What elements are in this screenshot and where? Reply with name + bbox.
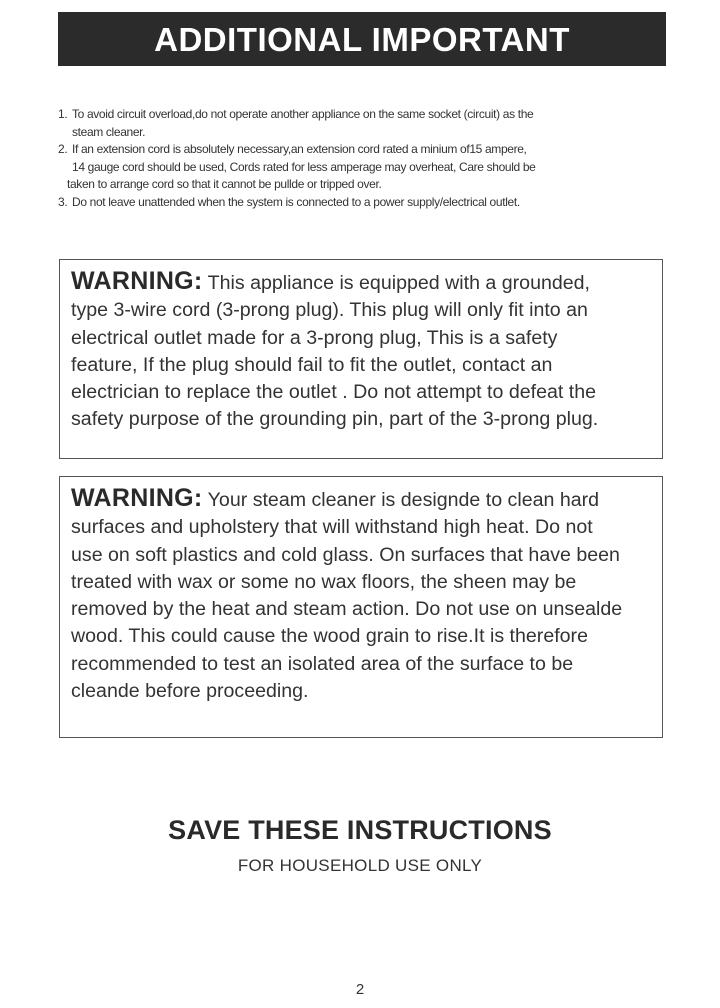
note-line: taken to arrange cord so that it cannot be pullde or tripped over. bbox=[67, 177, 382, 191]
warning-text: type 3-wire cord (3-prong plug). This plug will only fit into an bbox=[71, 299, 588, 322]
note-item bbox=[58, 106, 658, 141]
note-item bbox=[58, 141, 658, 194]
note-line: To avoid circuit overload,do not operate another appliance on the same socket (circuit) as the bbox=[72, 107, 534, 121]
warning-text: treated with wax or some no wax floors, the sheen may be bbox=[71, 570, 577, 593]
section-title: ADDITIONAL IMPORTANT bbox=[154, 20, 570, 58]
warning-label: WARNING: bbox=[71, 484, 203, 512]
warning-text: cleande before proceeding. bbox=[71, 680, 309, 703]
save-instructions-heading: SAVE THESE INSTRUCTIONS bbox=[168, 815, 552, 845]
warning-first-line bbox=[71, 268, 654, 297]
warning-text: safety purpose of the grounding pin, part of the 3-prong plug. bbox=[71, 408, 599, 431]
safety-notes-list bbox=[58, 106, 658, 211]
note-number: 1. bbox=[58, 107, 68, 121]
note-number: 2. bbox=[58, 142, 68, 156]
warning-box-surfaces bbox=[59, 476, 663, 738]
warning-text: This appliance is equipped with a grounded, bbox=[207, 272, 590, 294]
page-number: 2 bbox=[355, 981, 365, 998]
note-item bbox=[58, 194, 658, 212]
note-number: 3. bbox=[58, 194, 68, 209]
warning-first-line bbox=[71, 485, 654, 514]
warning-text: electrical outlet made for a 3-prong plug, This is a safety bbox=[71, 326, 558, 349]
household-use-subtitle: FOR HOUSEHOLD USE ONLY bbox=[237, 856, 483, 875]
warning-text: wood. This could cause the wood grain to rise.It is therefore bbox=[71, 625, 588, 648]
section-header-bar bbox=[58, 12, 666, 66]
warning-text: use on soft plastics and cold glass. On surfaces that have been bbox=[71, 543, 620, 566]
warning-label: WARNING: bbox=[71, 267, 203, 295]
warning-text: feature, If the plug should fail to fit the outlet, contact an bbox=[71, 353, 553, 376]
warning-text: removed by the heat and steam action. Do not use on unsealde bbox=[71, 598, 623, 621]
warning-text: Your steam cleaner is designde to clean hard bbox=[207, 489, 600, 511]
warning-text: surfaces and upholstery that will withstand high heat. Do not bbox=[71, 516, 593, 539]
note-line: If an extension cord is absolutely necessary,an extension cord rated a minium of15 ampere, bbox=[72, 142, 527, 156]
note-line: steam cleaner. bbox=[72, 124, 146, 139]
warning-box-grounding bbox=[59, 259, 663, 459]
note-line: Do not leave unattended when the system is connected to a power supply/electrical outlet. bbox=[72, 194, 520, 209]
note-line: 14 gauge cord should be used, Cords rated for less amperage may overheat, Care should be bbox=[72, 159, 536, 174]
warning-text: electrician to replace the outlet . Do not attempt to defeat the bbox=[71, 381, 596, 404]
warning-text: recommended to test an isolated area of the surface to be bbox=[71, 652, 574, 675]
